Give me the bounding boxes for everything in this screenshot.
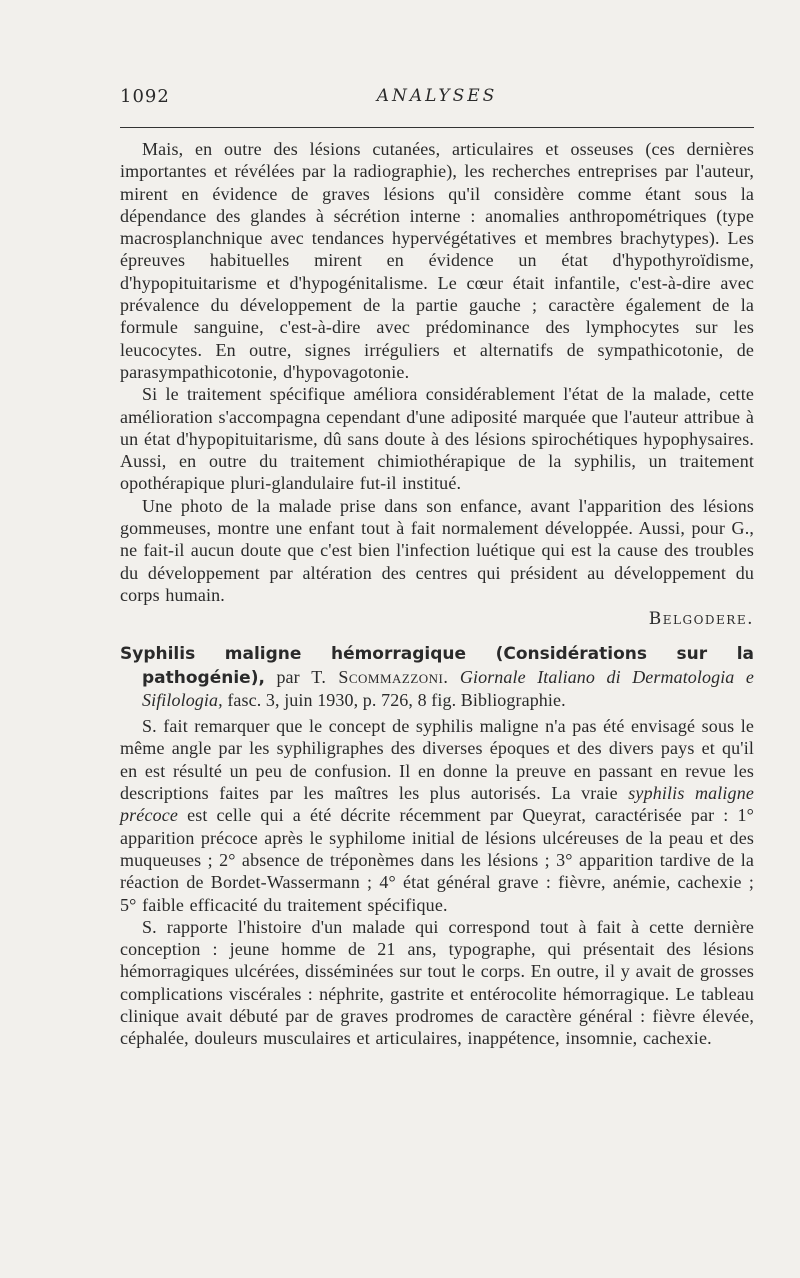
paragraph xyxy=(120,715,754,916)
paragraph: Une photo de la malade prise dans son enfance, avant l'apparition des lésions gommeuses, montre une enfant tout à fait normalement développée. Aussi, pour G., ne fait-il aucun doute que c'est bien l'infection luétique qui est la cause des troubles du développement par altération des centres qui président au développement du corps humain. xyxy=(120,495,754,605)
page-header xyxy=(120,86,754,116)
article-title: Syphilis maligne hémorragique (Considérations sur la pathogénie), xyxy=(120,644,754,688)
paragraph-text: est celle qui a été décrite récemment par Queyrat, caractérisée par : 1° apparition précoce après le syphilome initial de lésions ulcéreuses de la peau et des muqueuses ; 2° absence de tréponèmes dans les lésions ; 3° apparition tardive de la réaction de Bordet-Wassermann ; 4° état général grave : fièvre, anémie, cachexie ; 5° faible efficacité du traitement spécifique. xyxy=(120,805,754,915)
running-head: ANALYSES xyxy=(376,86,498,106)
paragraph-text: S. fait remarquer que le concept de syphilis maligne n'a pas été envisagé sous le même angle par les syphiligraphes des diverses époques et des divers pays et qu'il en est résulté un peu de confusion. Il en donne la preuve en passant en revue les descriptions faites par les maîtres les plus autorisés. La vraie xyxy=(120,716,754,804)
journal-name: Giornale Italiano di Dermatologia e Sifilologia, xyxy=(142,666,754,710)
paragraph: Mais, en outre des lésions cutanées, articulaires et osseuses (ces dernières importantes et révélées par la radiographie), les recherches entreprises par l'auteur, mirent en évidence de graves lésions qu'il considère comme étant sous la dépendance des glandes à sécrétion interne : anomalies anthropométriques (type macrosplanchnique avec tendances hypervégétatives et membres brachytypes). Les épreuves habituelles mirent en évidence un état d'hypothyroïdisme, d'hypopituitarisme et d'hypogénitalisme. Le cœur était infantile, c'est-à-dire avec prévalence du développement de la partie gauche ; caractère également de la formule sanguine, c'est-à-dire avec prédominance des lymphocytes sur les leucocytes. En outre, signes irréguliers et alternatifs de sympathicotonie, de parasympathicotonie, d'hypovagotonie. xyxy=(120,139,754,382)
page-number: 1092 xyxy=(120,86,170,107)
citation-details: fasc. 3, juin 1930, p. 726, 8 fig. Bibliographie. xyxy=(227,689,566,710)
review-scommazzoni xyxy=(120,642,754,1049)
article-author: T. Scommazzoni. xyxy=(311,666,449,687)
paragraph: Si le traitement spécifique améliora considérablement l'état de la malade, cette amélioration s'accompagna cependant d'une adiposité marquée que l'auteur attribue à un état d'hypopituitarisme, dû sans doute à des lésions spirochétiques hypophysaires. Aussi, en outre du traitement chimiothérapique de la syphilis, un traitement opothérapique pluri-glandulaire fut-il institué. xyxy=(120,384,754,494)
review-belgodere xyxy=(120,138,754,630)
article-citation xyxy=(120,642,754,711)
citation-by: par xyxy=(276,666,300,687)
reviewer-signature: Belgodere. xyxy=(648,609,754,630)
emphasis-term: syphilis maligne précoce xyxy=(120,783,754,826)
page-body xyxy=(120,138,754,1050)
paragraph: S. rapporte l'histoire d'un malade qui correspond tout à fait à cette dernière conception : jeune homme de 21 ans, typographe, qui présentait des lésions hémorragiques ulcérées, disséminées sur tout le corps. En outre, il y avait de grosses complications viscérales : néphrite, gastrite et entérocolite hémorragique. Le tableau clinique avait débuté par de graves prodromes de caractère général : fièvre élevée, céphalée, douleurs musculaires et articulaires, inappétence, insomnie, cachexie. xyxy=(120,916,754,1049)
header-rule xyxy=(120,127,754,128)
